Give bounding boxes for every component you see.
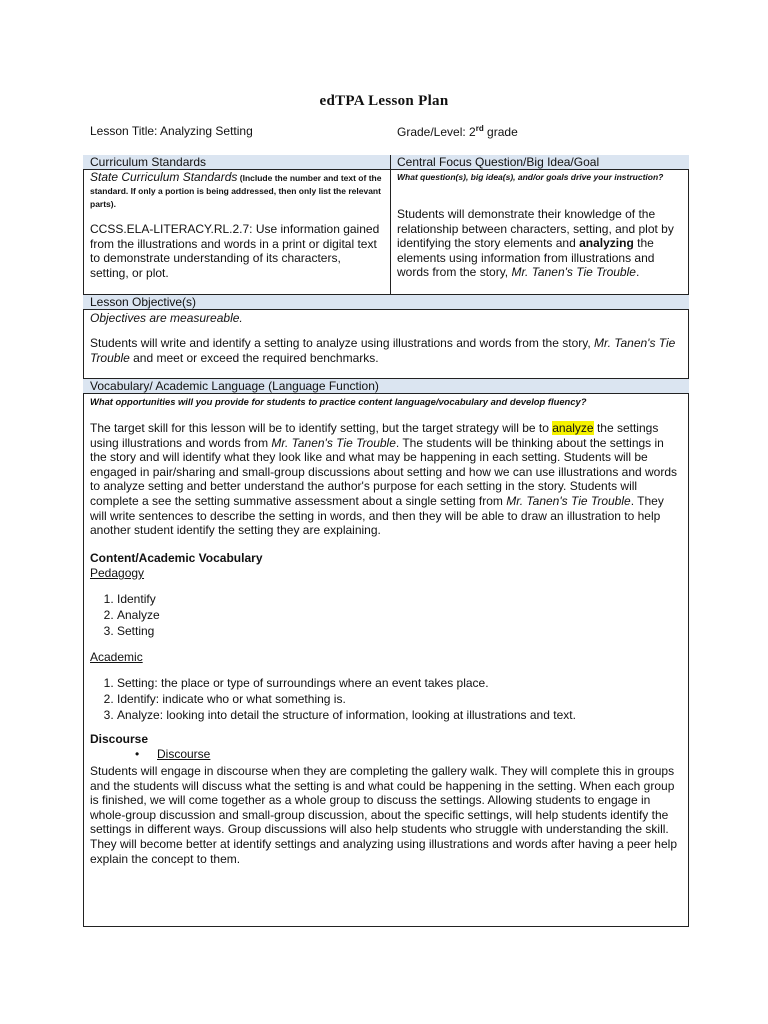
focus-text-a: Students will demonstrate their knowledge of the relationship between characters, setting, and plot by identifying the story elements and [397,207,674,251]
list-item: 3. Setting [117,623,390,639]
vocab-book-title-1: Mr. Tanen's Tie Trouble [271,435,396,450]
focus-text-b: the elements using information from illustrations and words from the story, [397,236,655,280]
central-focus-text [397,207,683,280]
central-focus-note: What question(s), big idea(s), and/or goals drive your instruction? [397,172,664,182]
central-focus-header: Central Focus Question/Big Idea/Goal [390,155,689,170]
discourse-bullet [135,747,210,762]
vocab-p3: . The students will be thinking about the settings in the story and will identify what they look like and what may be happening in each setting. Students will be engaged in pair/sharing and small-group discussions about setting and how we can use illustrations and words to analyze setting and better understand the author's purpose for each setting in the story. Students will complete a see the setting summative assessment about a single setting from [90,435,678,508]
vocab-p4: . They will write sentences to describe the setting in words, and then they will be able to draw an illustration to help another student identify the setting they are explaining. [90,493,664,538]
discourse-heading: Discourse [90,732,149,746]
objective-text [90,336,682,365]
pedagogy-list [90,591,390,639]
list-item: 1. Setting: the place or type of surroundings where an event takes place. [117,675,682,691]
focus-text-end: . [635,265,640,280]
vocab-p1: The target skill for this lesson will be to identify setting, but the target strategy will be to [90,421,553,435]
grade-level [397,124,518,139]
objective-text-a: Students will write and identify a setting to analyze using illustrations and words from the story, [90,336,595,350]
state-standards-note [90,171,386,210]
discourse-text: Students will engage in discourse when they are completing the gallery walk. They will complete this in groups and the students will discuss what the setting is and what could be happening in the setting. When each group is finished, we will come together as a whole group to discuss the settings. Allowing students to engage in whole-group discussion and small-group discussion, about the specific settings, will help students identify the settings in different ways. Group discussions will also help students who struggle with understanding the skill. They will become better at identify settings and analyzing using illustrations and words after having a peer help explain the concept to them. [90,764,677,866]
lesson-objective-header: Lesson Objective(s) [83,294,689,310]
standard-text: CCSS.ELA-LITERACY.RL.2.7: Use information gained from the illustrations and words in a print or digital text to demonstrate understanding of its characters, setting, or plot. [90,222,380,280]
objective-note: Objectives are measureable. [90,311,243,325]
list-item: 3. Analyze: looking into detail the structure of information, looking at illustrations and text. [117,707,682,723]
focus-text-bold: analyzing [579,236,634,251]
list-item: 2. Analyze [117,607,390,623]
vocab-p2: the settings using illustrations and words from [90,421,659,450]
vocabulary-question: What opportunities will you provide for students to practice content language/vocabulary and develop fluency? [90,396,587,407]
grade-superscript: rd [475,124,484,133]
objective-book-title: Mr. Tanen's Tie Trouble [90,336,676,365]
pedagogy-label: Pedagogy [90,566,145,580]
vocabulary-header: Vocabulary/ Academic Language (Language Function) [83,378,689,394]
academic-list [90,675,682,723]
objective-text-b: and meet or exceed the required benchmarks. [129,350,379,365]
state-standards-label: State Curriculum Standards [90,170,238,184]
column-divider [390,155,391,295]
grade-prefix: Grade/Level: 2 [397,125,476,139]
bullet-icon: • [135,747,140,761]
highlighted-word: analyze [552,421,594,435]
lesson-title: Lesson Title: Analyzing Setting [90,124,253,138]
content-vocab-heading: Content/Academic Vocabulary [90,551,263,565]
grade-suffix: grade [483,125,518,139]
state-standards-instruction: (Include the number and text of the standard. If only a portion is being addressed, then only list the relevant parts). [90,173,382,209]
vocabulary-paragraph [90,421,682,538]
discourse-bullet-label: Discourse [157,747,211,761]
focus-book-title: Mr. Tanen's Tie Trouble [511,265,636,280]
list-item: 2. Identify: indicate who or what something is. [117,691,682,707]
curriculum-standards-header: Curriculum Standards [83,155,391,170]
list-item: 1. Identify [117,591,390,607]
academic-label: Academic [90,650,143,664]
vocab-book-title-2: Mr. Tanen's Tie Trouble [506,493,631,508]
document-title: edTPA Lesson Plan [319,93,449,109]
